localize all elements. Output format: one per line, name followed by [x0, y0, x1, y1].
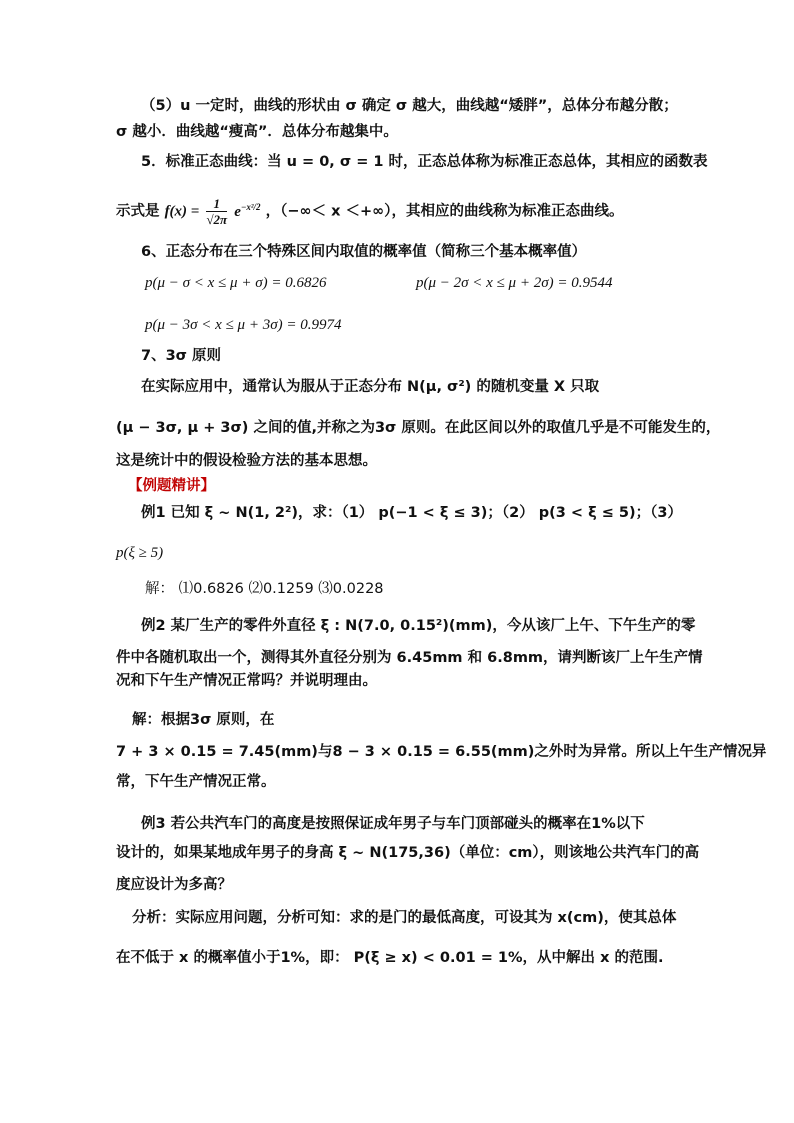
- section-7-title: 7、3σ 原则: [141, 348, 222, 364]
- example-1-line2: p(ξ ≥ 5): [116, 545, 164, 561]
- example-2-solution-2: 7 + 3 × 0.15 = 7.45(mm)与8 − 3 × 0.15 = 6.55(mm)之外时为异常。所以上午生产情况异: [116, 744, 767, 760]
- example-2-line2: 件中各随机取出一个，测得其外直径分别为 6.45mm 和 6.8mm，请判断该厂上午生产情: [116, 650, 703, 666]
- example-2-solution-1: 解：根据3σ 原则，在: [132, 712, 275, 728]
- example-3-analysis-2: 在不低于 x 的概率值小于1%，即： P(ξ ≥ x) < 0.01 = 1%，从中解出 x 的范围.: [116, 950, 664, 966]
- example-1-answer: 解： ⑴0.6826 ⑵0.1259 ⑶0.0228: [145, 581, 384, 597]
- section-6-title: 6、正态分布在三个特殊区间内取值的概率值（简称三个基本概率值）: [141, 244, 587, 260]
- density-fraction: [206, 196, 227, 227]
- standard-normal-line1: 5．标准正态曲线：当 u = 0, σ = 1 时，正态总体称为标准正态总体，其相应的函数表: [141, 154, 708, 170]
- example-3-line2: 设计的，如果某地成年男子的身高 ξ ~ N(175,36)（单位：cm），则该地公共汽车门的高: [116, 845, 700, 861]
- example-3-line3: 度应设计为多高？: [116, 877, 232, 893]
- three-sigma-line1: 在实际应用中，通常认为服从于正态分布 N(μ, σ²) 的随机变量 X 只取: [141, 379, 600, 395]
- density-fx: f(x) =: [164, 203, 200, 220]
- standard-normal-line2: [116, 196, 624, 227]
- example-3-analysis-1: 分析：实际应用问题，分析可知：求的是门的最低高度，可设其为 x(cm)，使其总体: [132, 910, 677, 926]
- fraction-numerator: 1: [206, 196, 227, 212]
- prob-formula-3: p(μ − 3σ < x ≤ μ + 3σ) = 0.9974: [145, 317, 342, 333]
- exp-superscript: −x²/2: [240, 201, 261, 212]
- prob-formula-1: p(μ − σ < x ≤ μ + σ) = 0.6826: [145, 275, 327, 291]
- formula-suffix: ，（−∞＜ x ＜+∞），其相应的曲线称为标准正态曲线。: [265, 203, 624, 220]
- three-sigma-line3: 这是统计中的假设检验方法的基本思想。: [116, 453, 377, 469]
- example-2-line1: 例2 某厂生产的零件外直径 ξ : N(7.0, 0.15²)(mm)，今从该厂上午、下午生产的零: [141, 618, 696, 634]
- prob-formula-2: p(μ − 2σ < x ≤ μ + 2σ) = 0.9544: [416, 275, 613, 291]
- three-sigma-line2: (μ − 3σ, μ + 3σ) 之间的值,并称之为3σ 原则。在此区间以外的取值几乎是不可能发生的，: [116, 420, 721, 436]
- example-1-line1: 例1 已知 ξ ~ N(1, 2²)，求：（1） p(−1 < ξ ≤ 3)；（2） p(3 < ξ ≤ 5)；（3）: [141, 505, 682, 521]
- para-5-line2: σ 越小．曲线越“瘦高”．总体分布越集中。: [116, 124, 398, 140]
- density-exp: [234, 201, 261, 220]
- example-2-line3: 况和下午生产情况正常吗？并说明理由。: [116, 673, 377, 689]
- exp-base: e: [234, 203, 241, 220]
- example-2-solution-3: 常，下午生产情况正常。: [116, 774, 276, 790]
- fraction-denominator: √2π: [206, 212, 228, 227]
- example-3-line1: 例3 若公共汽车门的高度是按照保证成年男子与车门顶部碰头的概率在1%以下: [141, 816, 645, 832]
- formula-prefix: 示式是: [116, 203, 160, 220]
- para-5-line1: （5）u 一定时，曲线的形状由 σ 确定 σ 越大，曲线越“矮胖”，总体分布越分散；: [141, 98, 678, 114]
- examples-header: 【例题精讲】: [128, 478, 215, 494]
